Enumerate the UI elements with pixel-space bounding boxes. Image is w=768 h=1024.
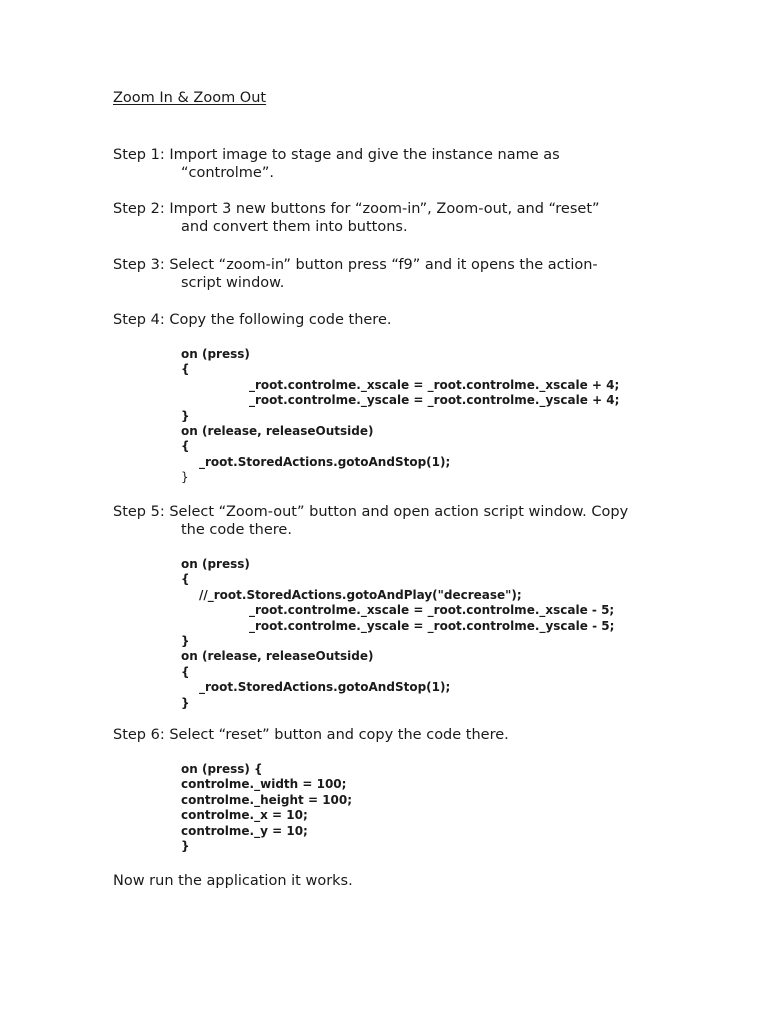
code-line: on (release, releaseOutside) bbox=[181, 424, 374, 439]
code-line: } bbox=[181, 695, 190, 710]
step-1-line-2: “controlme”. bbox=[181, 165, 274, 181]
code-line: { bbox=[181, 664, 190, 679]
code-line: } bbox=[181, 634, 190, 649]
document-title: Zoom In & Zoom Out bbox=[113, 90, 267, 106]
code-block-zoom-in bbox=[181, 347, 619, 486]
step-6 bbox=[113, 726, 509, 744]
step-3-line-2: script window. bbox=[181, 275, 285, 291]
code-line: } bbox=[181, 470, 189, 485]
step-4-line-1: Step 4: Copy the following code there. bbox=[113, 312, 392, 328]
step-1-line-1: Step 1: Import image to stage and give the instance name as bbox=[113, 147, 560, 163]
code-line: on (release, releaseOutside) bbox=[181, 649, 374, 664]
step-1 bbox=[113, 146, 560, 182]
code-line: _root.StoredActions.gotoAndStop(1); bbox=[199, 680, 451, 695]
code-block-reset bbox=[181, 762, 352, 854]
step-6-line-1: Step 6: Select “reset” button and copy the code there. bbox=[113, 727, 509, 743]
code-line: { bbox=[181, 439, 190, 454]
code-line: _root.controlme._yscale = _root.controlme._yscale + 4; bbox=[249, 393, 620, 408]
step-5 bbox=[113, 503, 628, 539]
code-line: controlme._x = 10; bbox=[181, 808, 308, 823]
code-line: controlme._y = 10; bbox=[181, 823, 308, 838]
step-5-line-2: the code there. bbox=[181, 522, 292, 538]
code-line: { bbox=[181, 362, 190, 377]
code-line: } bbox=[181, 839, 190, 854]
step-2-line-1: Step 2: Import 3 new buttons for “zoom-in”, Zoom-out, and “reset” bbox=[113, 201, 600, 217]
step-2-line-2: and convert them into buttons. bbox=[181, 219, 408, 235]
code-line: //_root.StoredActions.gotoAndPlay("decrease"); bbox=[199, 587, 522, 602]
step-5-line-1: Step 5: Select “Zoom-out” button and open action script window. Copy bbox=[113, 504, 629, 520]
code-line: } bbox=[181, 408, 190, 423]
code-line: on (press) bbox=[181, 347, 250, 361]
code-line: _root.controlme._yscale = _root.controlme._yscale - 5; bbox=[249, 618, 615, 633]
code-line: _root.StoredActions.gotoAndStop(1); bbox=[199, 454, 451, 469]
code-line: controlme._width = 100; bbox=[181, 777, 347, 792]
code-line: _root.controlme._xscale = _root.controlme._xscale + 4; bbox=[249, 377, 620, 392]
closing-note: Now run the application it works. bbox=[113, 873, 353, 889]
step-3-line-1: Step 3: Select “zoom-in” button press “f9” and it opens the action- bbox=[113, 257, 598, 273]
code-line: _root.controlme._xscale = _root.controlme._xscale - 5; bbox=[249, 603, 615, 618]
code-line: on (press) { bbox=[181, 762, 263, 776]
code-line: controlme._height = 100; bbox=[181, 792, 353, 807]
code-block-zoom-out bbox=[181, 557, 614, 711]
step-3 bbox=[113, 256, 598, 292]
step-4 bbox=[113, 311, 391, 329]
code-line: on (press) bbox=[181, 557, 250, 571]
code-line: { bbox=[181, 572, 190, 587]
step-2 bbox=[113, 200, 600, 236]
